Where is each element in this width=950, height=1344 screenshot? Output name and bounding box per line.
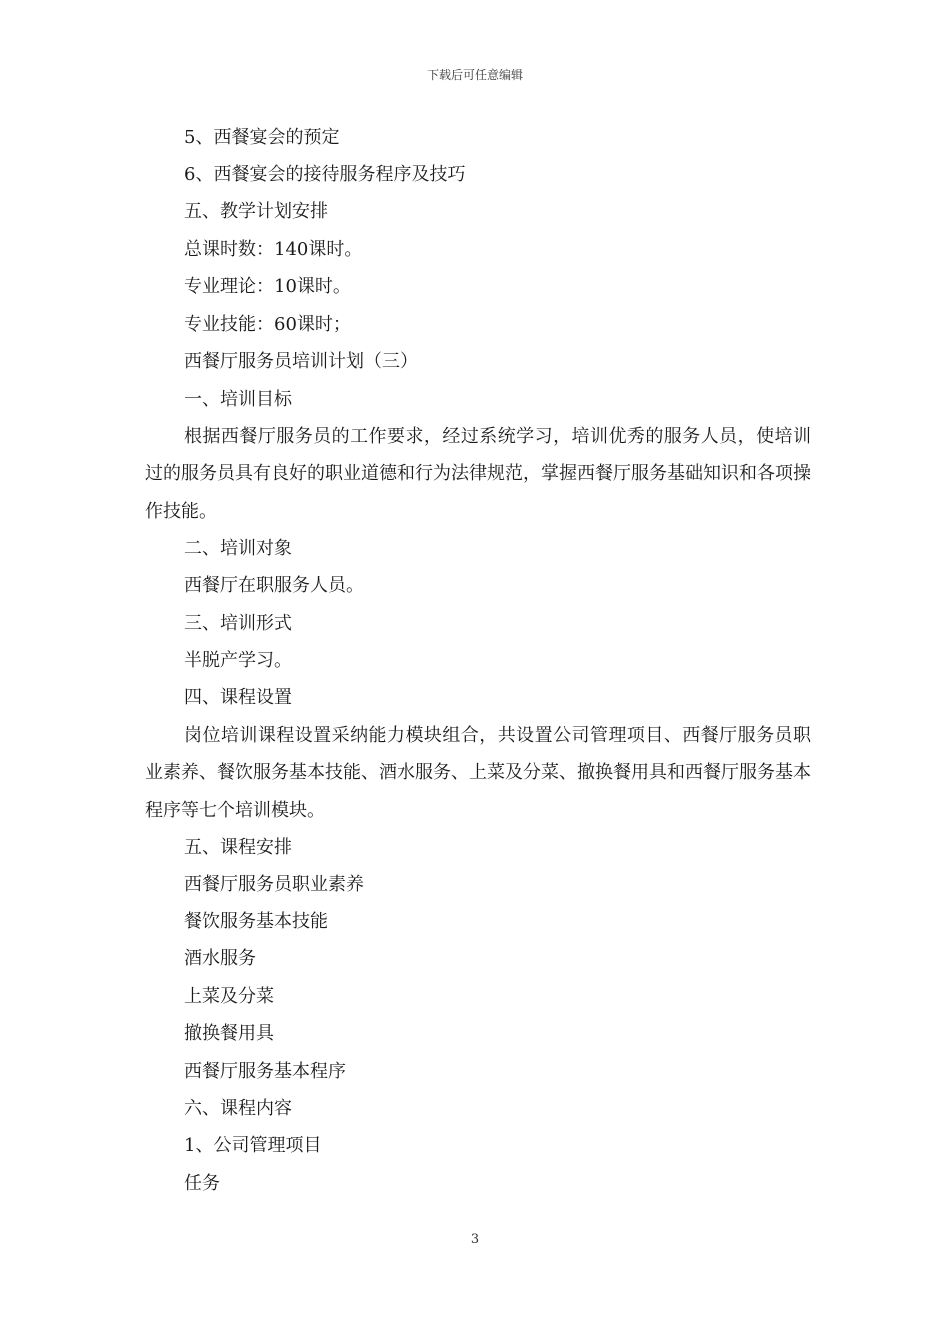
page-header: 下载后可任意编辑 — [426, 68, 523, 82]
document-subtitle: 西餐厅服务员培训计划（三） — [184, 351, 418, 372]
page-number: 3 — [470, 1232, 480, 1247]
skills-hours-line: 专业技能：60课时； — [184, 314, 351, 335]
course-item-serving-dishes: 上菜及分菜 — [184, 986, 274, 1007]
paragraph-course-setup: 岗位培训课程设置采纳能力模块组合，共设置公司管理项目、西餐厅服务员职业素养、餐饮服务基本技能、酒水服务、上菜及分菜、撤换餐用具和西餐厅服务基本程序等七个培训模块。 — [145, 725, 811, 821]
course-item-basic-skills: 餐饮服务基本技能 — [184, 911, 328, 932]
total-hours-line: 总课时数：140课时。 — [184, 239, 363, 260]
section-heading-training-target: 二、培训对象 — [184, 538, 292, 559]
list-item-banquet-reservation: 5、西餐宴会的预定 — [184, 127, 340, 148]
course-content-item-management: 1、公司管理项目 — [184, 1135, 322, 1156]
section-heading-training-form: 三、培训形式 — [184, 613, 292, 634]
section-heading-course-content: 六、课程内容 — [184, 1098, 292, 1119]
course-item-beverage-service: 酒水服务 — [184, 948, 256, 969]
theory-hours-line: 专业理论：10课时。 — [184, 276, 351, 297]
course-item-basic-procedure: 西餐厅服务基本程序 — [184, 1061, 346, 1082]
course-content-task: 任务 — [184, 1173, 220, 1194]
training-form-text: 半脱产学习。 — [184, 650, 292, 671]
section-heading-teaching-plan: 五、教学计划安排 — [184, 201, 328, 222]
section-heading-course-setup: 四、课程设置 — [184, 687, 292, 708]
list-item-banquet-service-procedure: 6、西餐宴会的接待服务程序及技巧 — [184, 164, 466, 185]
paragraph-training-goal: 根据西餐厅服务员的工作要求，经过系统学习，培训优秀的服务人员，使培训过的服务员具有良好的职业道德和行为法律规范，掌握西餐厅服务基础知识和各项操作技能。 — [145, 426, 811, 522]
course-item-changing-tableware: 撤换餐用具 — [184, 1023, 274, 1044]
section-heading-course-arrangement: 五、课程安排 — [184, 837, 292, 858]
training-target-text: 西餐厅在职服务人员。 — [184, 575, 364, 596]
course-item-professional-quality: 西餐厅服务员职业素养 — [184, 874, 364, 895]
section-heading-training-goal: 一、培训目标 — [184, 389, 292, 410]
